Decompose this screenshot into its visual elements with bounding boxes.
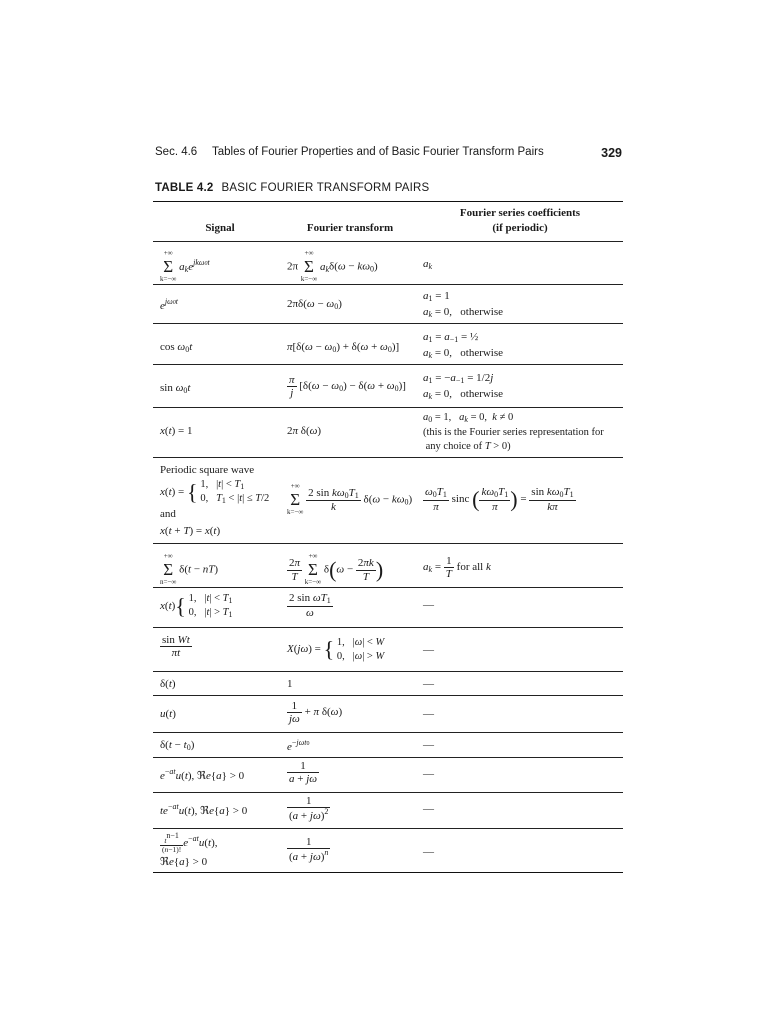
row1-transform: 2π +∞ Σ k=−∞ $a_k\delta(\omega - k\omega_0)$	[287, 249, 378, 284]
row14-signal: $te^{-at}u(t)$, ℜe{a} > 0	[160, 802, 248, 817]
row13-signal: $e^{-at}u(t)$, ℜe{a} > 0	[160, 767, 245, 782]
row15-transform: $\frac{1}{(a + j\omega)^n}$	[289, 836, 329, 864]
row6-signal-and: and	[160, 508, 176, 520]
row11-coeffs: —	[423, 708, 434, 720]
row10-transform: 1	[287, 678, 293, 690]
row7-coeffs: $a_k$ = $\frac{1}{T}$ for all k	[423, 555, 491, 581]
row4-transform: $\frac{\pi}{j}$ $[\delta(\omega - \omega_0) - \delta(\omega + \omega_0)]$	[289, 374, 406, 400]
row7-transform: $\frac{2\pi}{T}$ +∞ Σ k=−∞ δ(ω − $\frac{2\pi k}{T}$ )	[289, 552, 384, 587]
row12-transform: $e^{-j\omega t0}$	[287, 738, 310, 753]
table-caption	[155, 182, 429, 194]
row15-signal: $\frac{tn-1}{(n-1)!}$ $e^{-at}u(t)$, ℜe{a} > 0	[160, 831, 218, 868]
col-header-coeffs-sub: (if periodic)	[492, 222, 548, 234]
row5-transform: 2π δ(ω)	[287, 425, 322, 437]
row14-coeffs: —	[423, 803, 434, 815]
row12-coeffs: —	[423, 739, 434, 751]
row-divider	[153, 732, 623, 733]
row10-signal: δ(t)	[160, 678, 176, 690]
row-divider	[153, 671, 623, 672]
row-divider	[153, 828, 623, 829]
row4-signal: $\sin \omega_0t$	[160, 382, 191, 395]
row-divider	[153, 407, 623, 408]
row6-signal-periodic: x(t + T) = x(t)	[160, 525, 221, 537]
row1-signal: +∞ Σ k=−∞ $a_ke^{jk\omega 0t}$	[160, 249, 210, 284]
row9-signal: $\frac{\text{sin Wt}}{\pi t}$	[162, 634, 190, 660]
row-divider	[153, 792, 623, 793]
row9-transform: X(jω) = { 1, |ω| < W 0, |ω| > W	[287, 636, 385, 662]
col-header-transform: Fourier transform	[306, 222, 394, 234]
row-divider	[153, 284, 623, 285]
row14-transform: $\frac{1}{(a + j\omega)^2}$	[289, 795, 329, 823]
row15-coeffs: —	[423, 846, 434, 858]
col-header-coeffs: Fourier series coefficients	[459, 207, 581, 219]
row-divider	[153, 457, 623, 458]
row5-signal: x(t) = 1	[160, 425, 193, 437]
row13-coeffs: —	[423, 768, 434, 780]
row3-transform: $\pi[\delta(\omega - \omega_0) + \delta(\omega + \omega_0)]$	[287, 341, 400, 354]
row11-signal: u(t)	[160, 708, 176, 720]
row8-transform: $\frac{2 \sin \omega T_1}{\omega}$	[289, 592, 331, 619]
row11-transform: $\frac{1}{j\omega}$ + π δ(ω)	[289, 700, 343, 726]
row5-coeffs: $a_0 = 1$, $a_k = 0$, k ≠ 0 (this is the Fourier series representation for any choice of T > 0)	[423, 412, 604, 452]
table-bottom-rule	[153, 872, 623, 873]
table-title: BASIC FOURIER TRANSFORM PAIRS	[221, 182, 430, 194]
row-divider	[153, 543, 623, 544]
table-label: TABLE 4.2	[155, 182, 214, 194]
row6-signal-title: Periodic square wave	[160, 464, 255, 476]
row3-signal: $\cos \omega_0t$	[160, 341, 193, 354]
table-top-rule	[153, 201, 623, 202]
row8-signal: x(t){ 1, $|t| < T_1$ 0, $|t| > T_1$	[160, 593, 233, 620]
row-divider	[153, 323, 623, 324]
row4-coeffs: $a_1 = -a_{-1} = 1/2j$ $a_k = 0$, otherwise	[423, 372, 504, 401]
row6-coeffs: $\frac{\omega_0T_1}{\pi}$ sinc ( $\frac{k\omega_0T_1}{\pi}$ ) = $\frac{\sin k\omega_0T_1}{k\pi}$	[425, 486, 574, 513]
section-label: Sec. 4.6	[155, 146, 198, 158]
row-divider	[153, 695, 623, 696]
row10-coeffs: —	[423, 678, 434, 690]
row6-signal-def: x(t) = { 1, $|t| < T_1$ 0, $T_1 < |t| \le T/2$	[160, 479, 270, 506]
col-header-signal: Signal	[205, 222, 235, 234]
row1-coeffs: $a_k$	[423, 258, 433, 271]
running-title: Tables of Fourier Properties and of Basic Fourier Transform Pairs	[212, 146, 544, 158]
row13-transform: $\frac{1}{a + j\omega}$	[289, 760, 318, 786]
row-divider	[153, 627, 623, 628]
row8-coeffs: —	[423, 599, 434, 611]
header-rule	[153, 241, 623, 242]
row-divider	[153, 757, 623, 758]
row3-coeffs: $a_1 = a_{-1}$ = ½ $a_k = 0$, otherwise	[423, 331, 504, 360]
page-number: 329	[601, 146, 622, 160]
row9-coeffs: —	[423, 644, 434, 656]
row7-signal: +∞ Σ n=−∞ δ(t − nT)	[160, 552, 219, 587]
row2-coeffs: $a_1 = 1$ $a_k = 0$, otherwise	[423, 290, 504, 319]
row2-transform: $2\pi\delta(\omega - \omega_0)$	[287, 298, 342, 311]
row12-signal: $\delta(t - t_0)$	[160, 739, 195, 752]
row-divider	[153, 364, 623, 365]
row6-transform: +∞ Σ k=−∞ $\frac{2 \sin k\omega_0T_1}{k}$ $\delta(\omega - k\omega_0)$	[287, 482, 413, 517]
row2-signal: $e^{j\omega 0t}$	[160, 297, 178, 312]
row-divider	[153, 587, 623, 588]
